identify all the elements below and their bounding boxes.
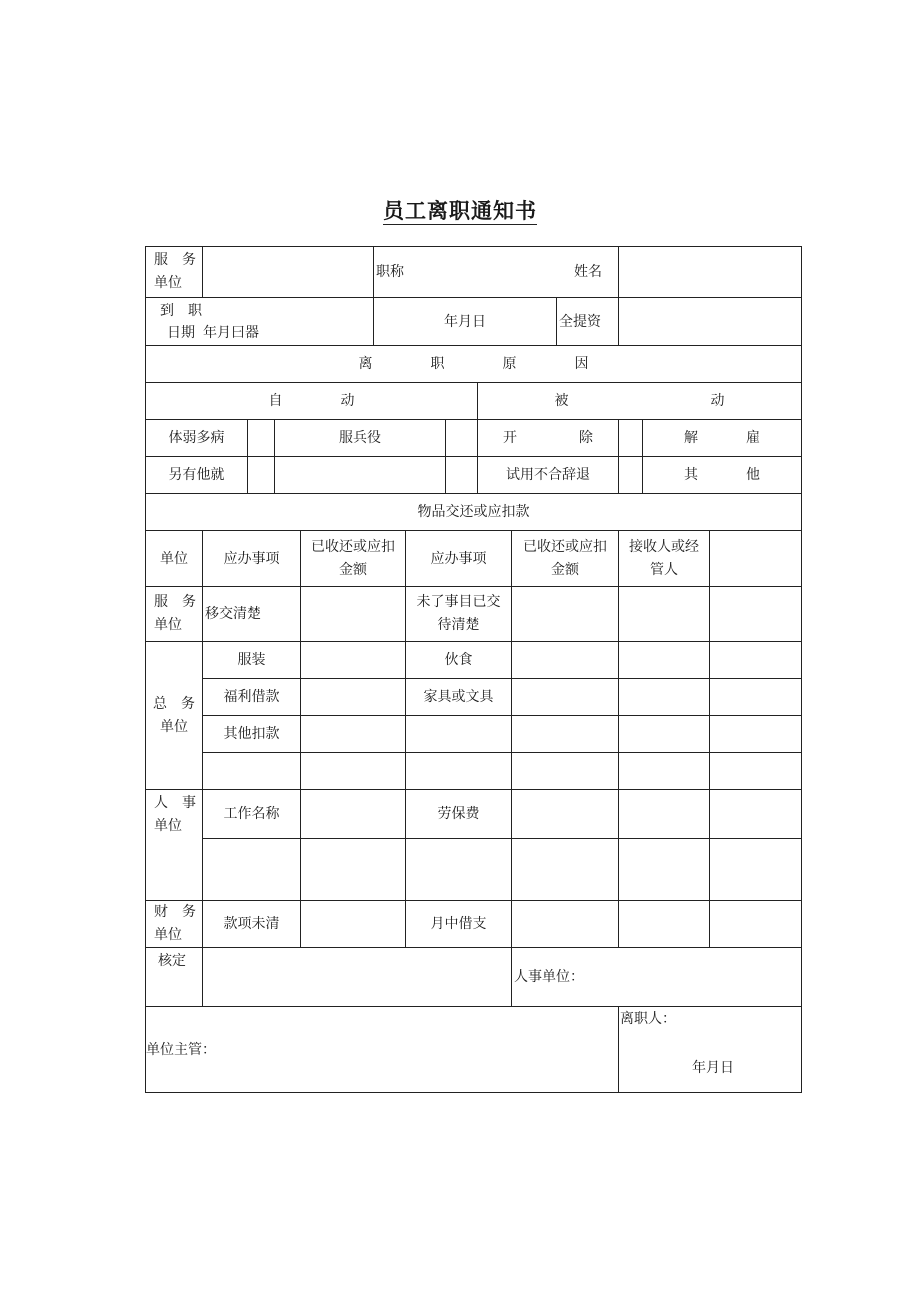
col-todo-2: 应办事项 [405, 530, 512, 587]
gen-r4-amount-1[interactable] [300, 752, 406, 790]
reason-other-job: 另有他就 [145, 456, 248, 494]
reason-other-job-checkbox[interactable] [247, 456, 275, 494]
reason-blank-checkbox[interactable] [445, 456, 478, 494]
gen-r4-todo-2[interactable] [405, 752, 512, 790]
hr-r1-amount-2[interactable] [511, 789, 619, 839]
gen-other-deduction: 其他扣款 [202, 715, 301, 753]
svc-amount-1[interactable] [300, 586, 406, 642]
position-name-cell [373, 246, 619, 298]
reason-probation: 试用不合辞退 [477, 456, 619, 494]
leaver-label: 离职人： [620, 1011, 676, 1027]
fin-outstanding: 款项未清 [202, 900, 301, 948]
hr-job-title: 工作名称 [202, 789, 301, 839]
col-amount-2: 已收还或应扣 金额 [511, 530, 619, 587]
gen-welfare-loan: 福利借款 [202, 678, 301, 716]
gen-r2-receiver[interactable] [618, 678, 710, 716]
fin-receiver[interactable] [618, 900, 710, 948]
reason-fired: 解 雇 [642, 419, 802, 457]
leave-reason-heading: 离 职 原 因 [145, 345, 802, 383]
gen-r4-amount-2[interactable] [511, 752, 619, 790]
gen-meals-amount[interactable] [511, 641, 619, 679]
reason-blank-field[interactable] [274, 456, 446, 494]
involuntary-header: 被 动 [477, 382, 802, 420]
svc-receiver[interactable] [618, 586, 710, 642]
gen-r4-receiver[interactable] [618, 752, 710, 790]
arrival-date-value: 年月曰器 [203, 325, 259, 341]
gen-r4-todo-1[interactable] [202, 752, 301, 790]
reason-military-checkbox[interactable] [445, 419, 478, 457]
reason-illness: 体弱多病 [145, 419, 248, 457]
name-label: 姓名 [574, 264, 602, 280]
leaver-sign-cell [618, 1006, 802, 1093]
svc-handover: 移交清楚 [202, 586, 301, 642]
arrival-date-center: 年月日 [373, 297, 557, 346]
items-heading: 物品交还或应扣款 [145, 493, 802, 531]
col-todo-1: 应办事项 [202, 530, 301, 587]
gen-r3-amount-1[interactable] [300, 715, 406, 753]
arrival-date-cell [145, 297, 374, 346]
hr-unit-sign: 人事单位： [511, 947, 802, 1007]
reason-other: 其 他 [642, 456, 802, 494]
gen-clothing: 服装 [202, 641, 301, 679]
verify-field[interactable] [202, 947, 512, 1007]
supervisor-sign: 单位主管： [145, 1006, 619, 1093]
reason-probation-checkbox[interactable] [618, 456, 643, 494]
svc-amount-2[interactable] [511, 586, 619, 642]
fin-mid-month-advance: 月中借支 [405, 900, 512, 948]
hr-r2-amount-2[interactable] [511, 838, 619, 901]
gen-r3-amount-2[interactable] [511, 715, 619, 753]
gen-meals: 伙食 [405, 641, 512, 679]
hr-r2-todo-2[interactable] [405, 838, 512, 901]
col-amount-1: 已收还或应扣 金额 [300, 530, 406, 587]
gen-r3-todo-2[interactable] [405, 715, 512, 753]
fin-amount-2[interactable] [511, 900, 619, 948]
hr-r2-todo-1[interactable] [202, 838, 301, 901]
general-affairs-label: 总 务 单位 [145, 641, 203, 790]
hr-r2-amount-1[interactable] [300, 838, 406, 901]
gen-furniture: 家具或文具 [405, 678, 512, 716]
name-field[interactable] [618, 246, 802, 298]
col-blank [709, 530, 802, 587]
gen-r1-receiver[interactable] [618, 641, 710, 679]
gen-r2-blank[interactable] [709, 678, 802, 716]
document-title: 员工离职通知书 [383, 199, 537, 223]
svc-pending: 未了事目已交 待清楚 [405, 586, 512, 642]
gen-r1-blank[interactable] [709, 641, 802, 679]
hr-r2-receiver[interactable] [618, 838, 710, 901]
fin-amount-1[interactable] [300, 900, 406, 948]
gen-welfare-amount[interactable] [300, 678, 406, 716]
full-salary-label: 全提资 [556, 297, 619, 346]
reason-illness-checkbox[interactable] [247, 419, 275, 457]
reason-dismissal-checkbox[interactable] [618, 419, 643, 457]
svc-blank[interactable] [709, 586, 802, 642]
reason-military: 服兵役 [274, 419, 446, 457]
leaver-date: 年月日 [692, 1060, 734, 1076]
service-unit-field[interactable] [202, 246, 374, 298]
voluntary-header: 自 动 [145, 382, 478, 420]
gen-r3-receiver[interactable] [618, 715, 710, 753]
fin-blank[interactable] [709, 900, 802, 948]
gen-furniture-amount[interactable] [511, 678, 619, 716]
full-salary-field[interactable] [618, 297, 802, 346]
hr-labor-insurance: 劳保费 [405, 789, 512, 839]
gen-r3-blank[interactable] [709, 715, 802, 753]
reason-dismissal: 开 除 [477, 419, 619, 457]
hr-unit-label: 人 事 单位 [145, 789, 203, 901]
arrival-label: 到 职 日期 [160, 303, 202, 341]
hr-r1-receiver[interactable] [618, 789, 710, 839]
verify-label: 核定 [145, 947, 203, 1007]
service-unit-label: 服 务 单位 [145, 246, 203, 298]
col-receiver: 接收人或经 管人 [618, 530, 710, 587]
hr-r1-amount-1[interactable] [300, 789, 406, 839]
position-label: 职称 [376, 264, 404, 280]
gen-clothing-amount[interactable] [300, 641, 406, 679]
gen-r4-blank[interactable] [709, 752, 802, 790]
finance-unit-label: 财 务 单位 [145, 900, 203, 948]
service-unit-row-label: 服 务 单位 [145, 586, 203, 642]
hr-r1-blank[interactable] [709, 789, 802, 839]
col-unit: 单位 [145, 530, 203, 587]
hr-r2-blank[interactable] [709, 838, 802, 901]
